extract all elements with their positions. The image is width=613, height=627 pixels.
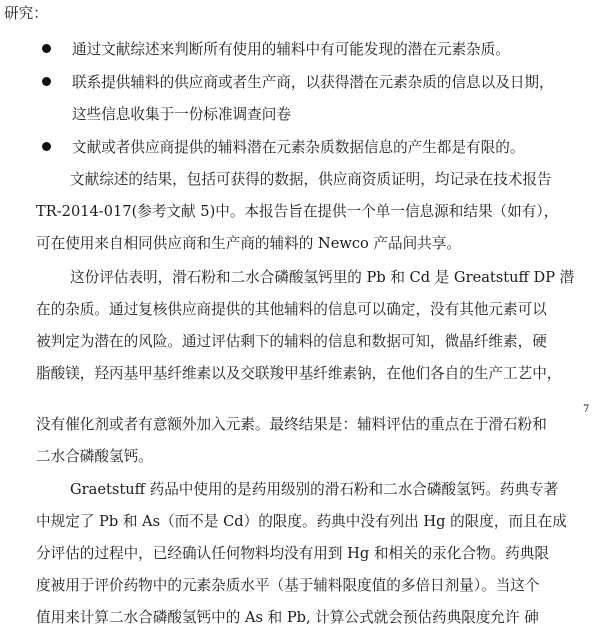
paragraph-line: 可在使用来自相同供应商和生产商的辅料的 Newco 产品间共享。 (36, 235, 461, 252)
bullet-dot-icon (42, 44, 51, 53)
paragraph-line: 值用来计算二水合磷酸氢钙中的 As 和 Pb, 计算公式就会预估药典限度允许 砷 (36, 609, 539, 626)
paragraph-line: 文献综述的结果，包括可获得的数据，供应商资质证明，均记录在技术报告 (70, 171, 552, 188)
bullet-text: 文献或者供应商提供的辅料潜在元素杂质数据信息的产生都是有限的。 (72, 139, 525, 156)
bullet-text: 通过文献综述来判断所有使用的辅料中有可能发现的潜在元素杂质。 (72, 41, 510, 58)
paragraph-line: 中规定了 Pb 和 As（而不是 Cd）的限度。药典中没有列出 Hg 的限度，而且在成 (36, 513, 567, 530)
paragraph-line: 二水合磷酸氢钙。 (36, 448, 153, 465)
paragraph-line: Graetstuff 药品中使用的是药用级别的滑石粉和二水合磷酸氢钙。药典专著 (70, 481, 559, 498)
paragraph-line: TR-2014-017(参考文献 5)中。本报告旨在提供一个单一信息源和结果（如有）， (36, 203, 559, 220)
paragraph-line: 被判定为潜在的风险。通过评估剩下的辅料的信息和数据可知，微晶纤维素，硬 (36, 333, 547, 350)
paragraph-line: 没有催化剂或者有意额外加入元素。最终结果是：辅料评估的重点在于滑石粉和 (36, 416, 547, 433)
bullet-dot-icon (42, 142, 51, 151)
bullet-text: 联系提供辅料的供应商或者生产商，以获得潜在元素杂质的信息以及日期， (72, 74, 554, 91)
paragraph-line: 在的杂质。通过复核供应商提供的其他辅料的信息可以确定，没有其他元素可以 (36, 301, 547, 318)
paragraph-line: 分评估的过程中，已经确认任何物料均没有用到 Hg 和相关的汞化合物。药典限 (36, 545, 549, 562)
intro-line: 研究： (4, 5, 48, 22)
paragraph-line: 这份评估表明，滑石粉和二水合磷酸氢钙里的 Pb 和 Cd 是 Greatstuff DP 潜 (70, 269, 575, 286)
paragraph-line: 度被用于评价药物中的元素杂质水平（基于辅料限度值的多倍日剂量）。当这个 (36, 577, 540, 594)
bullet-dot-icon (42, 77, 51, 86)
paragraph-line: 脂酸镁，羟丙基甲基纤维素以及交联羧甲基纤维素钠，在他们各自的生产工艺中， (36, 365, 562, 382)
bullet-text: 这些信息收集于一份标准调查问卷 (72, 106, 291, 123)
page-number: 7 (583, 404, 590, 415)
